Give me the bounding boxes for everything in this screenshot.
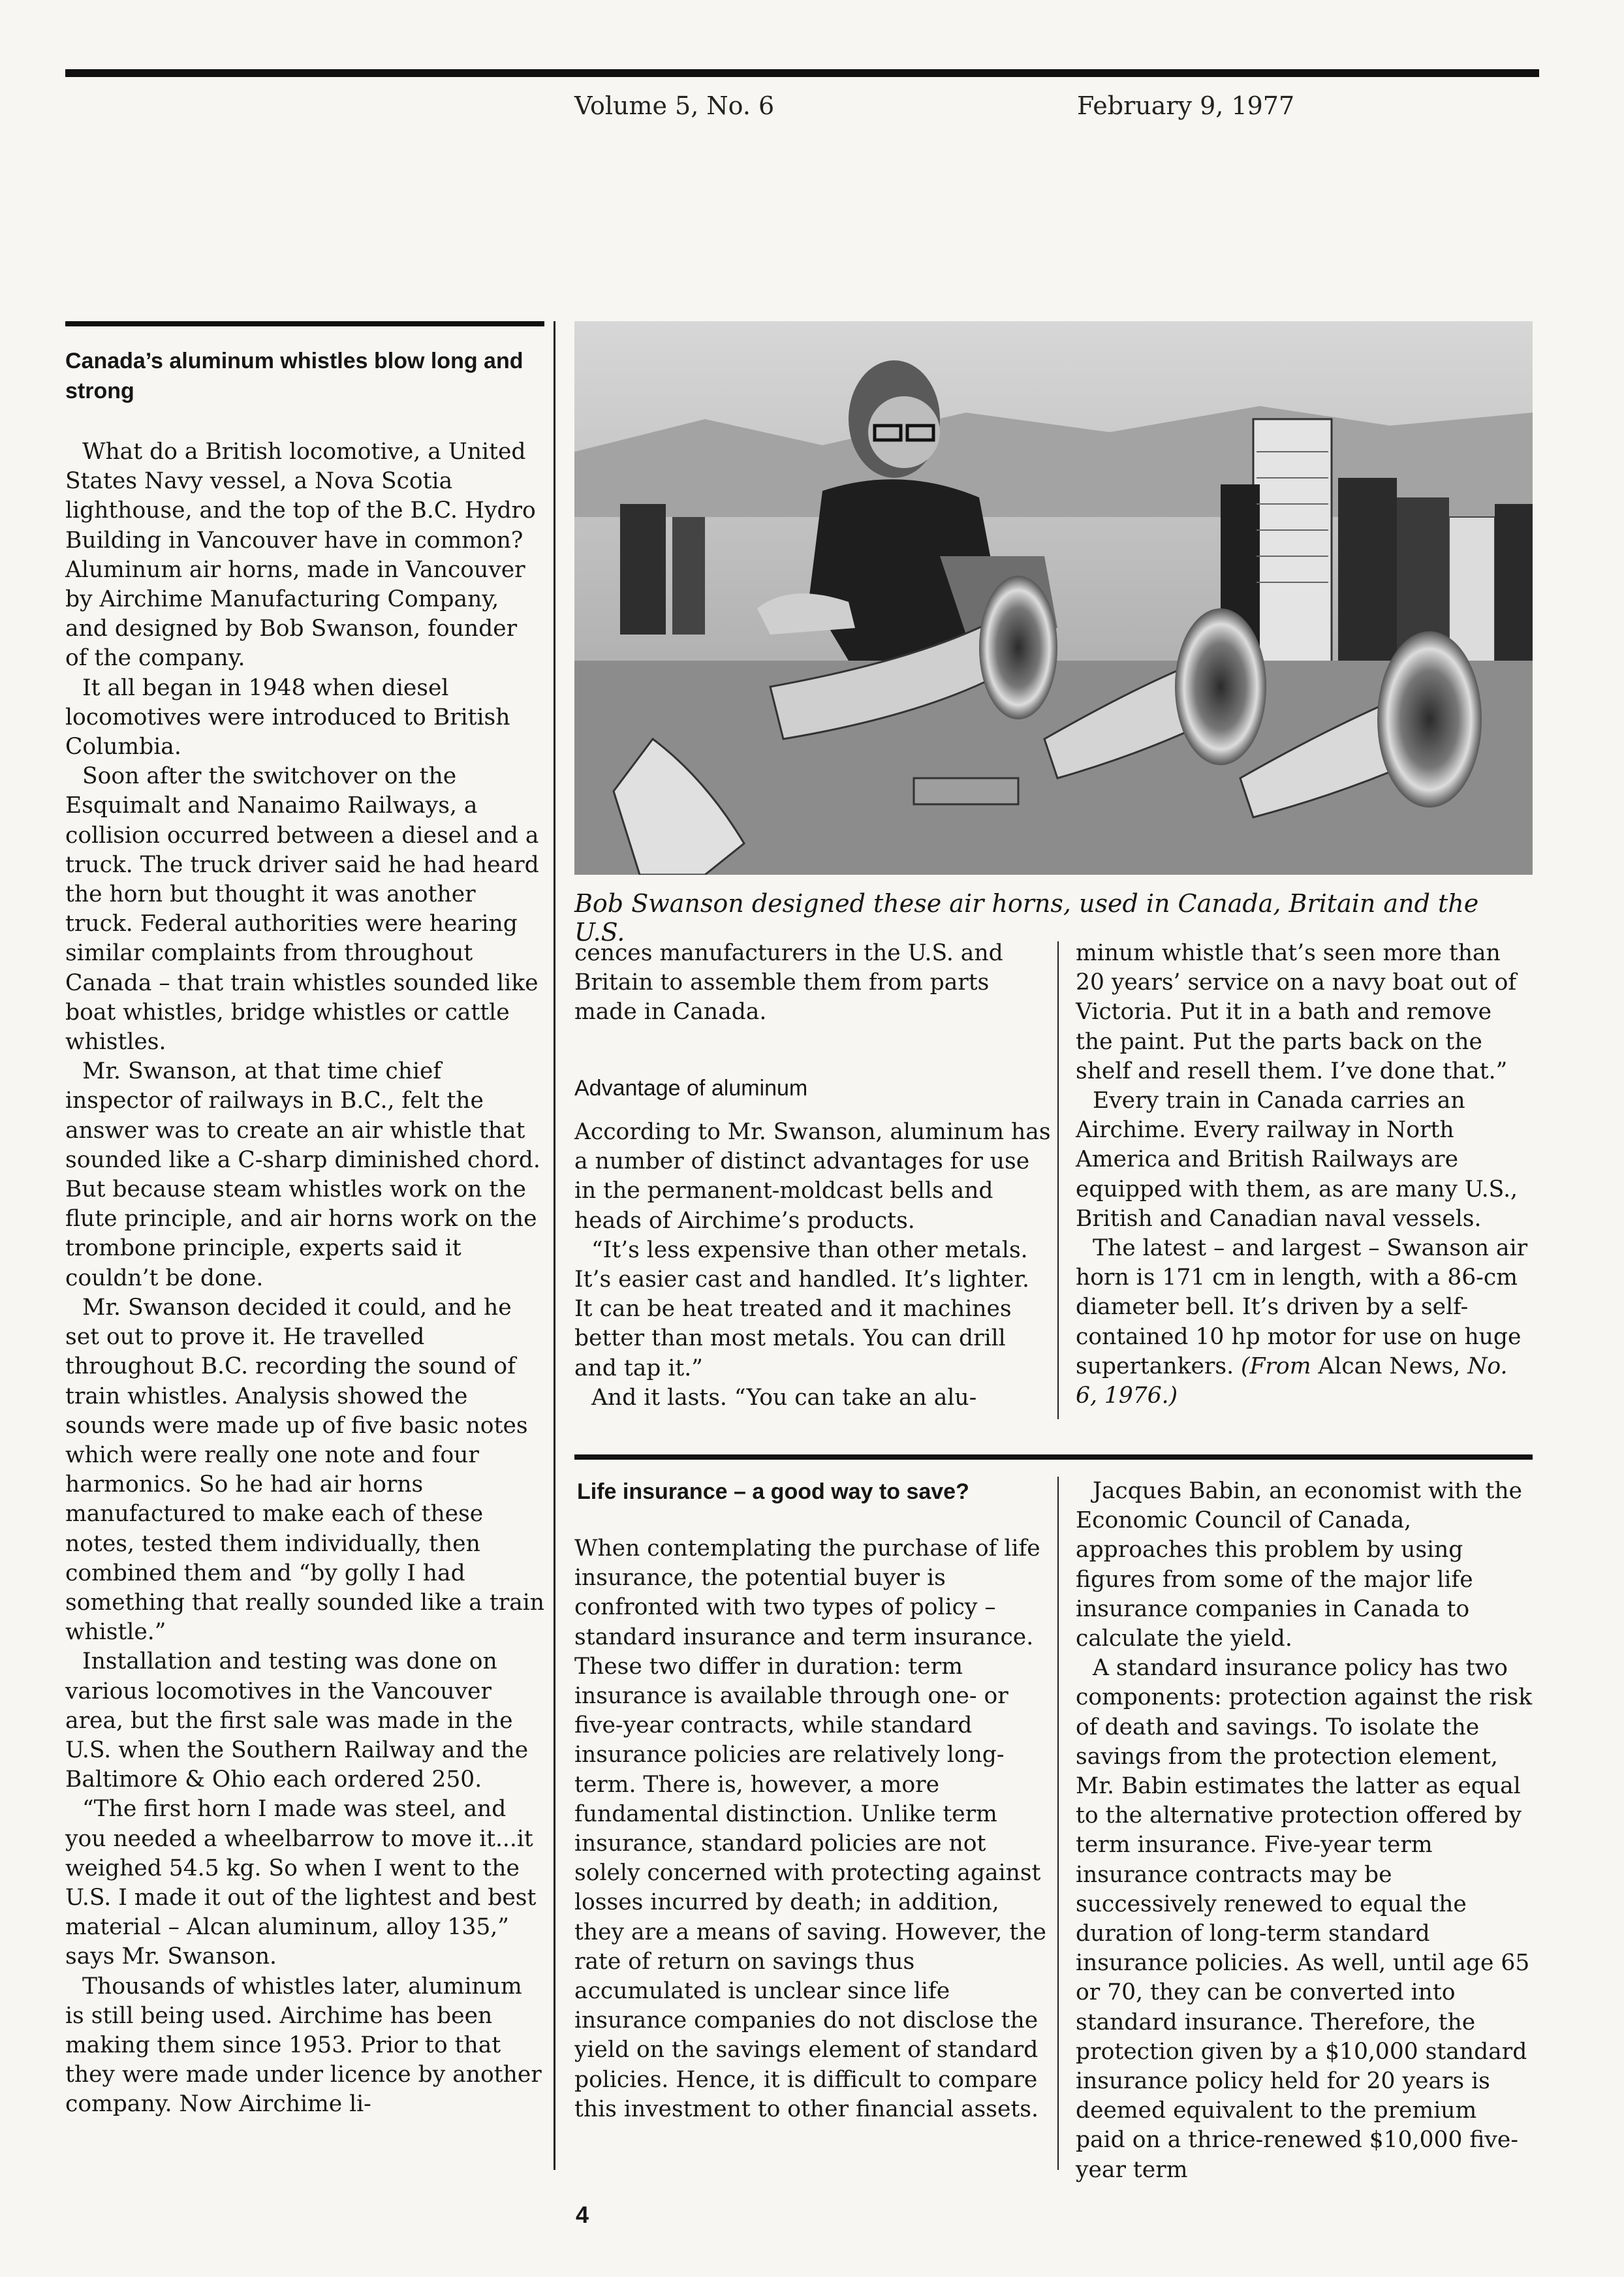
article2-top-rule — [574, 1454, 1533, 1460]
article-title: Canada’s aluminum whistles blow long and strong — [65, 349, 523, 403]
article-column-2 — [574, 939, 1051, 1028]
subheading: Advantage of aluminum — [574, 1076, 808, 1101]
source-name: Alcan News, — [1318, 1353, 1461, 1379]
paragraph — [1076, 1234, 1533, 1411]
paragraph: What do a British locomotive, a United States Navy vessel, a Nova Scotia lighthouse, and the top of the B.C. Hydro Building in Vancouver have in common? Aluminum air horns, made in Vancouver by Airchime Manufacturing Company, and designed by Bob Swanson, founder of the company. — [65, 439, 536, 672]
paragraph: A standard insurance policy has two components: protection against the risk of death and savings. To isolate the savings from the protection element, Mr. Babin estimates the latter as equal to the alternative protection offered by term insurance. Five-year term insurance contracts may be successively renewed to equal the duration of long-term standard insurance policies. As well, until age 65 or 70, they can be converted into standard insurance. Therefore, the protection given by a $10,000 standard insurance policy held for 20 years is deemed equivalent to the premium paid on a thrice-renewed $10,000 five-year term — [1076, 1655, 1533, 2183]
paragraph: Installation and testing was done on various locomotives in the Vancouver area, but the first sale was made in the U.S. when the Southern Railway and the Baltimore & Ohio each ordered 250. — [65, 1648, 529, 1793]
paragraph: It all began in 1948 when diesel locomotives were introduced to British Columbia. — [65, 674, 510, 761]
photo-illustration — [574, 321, 1533, 875]
paragraph: Every train in Canada carries an Airchime. Every railway in North America and British Railways are equipped with them, as are many U.S., British and Canadian naval vessels. — [1076, 1088, 1518, 1232]
photo-air-horns — [574, 321, 1533, 875]
article-column-3 — [1076, 939, 1533, 1411]
paragraph: Mr. Swanson, at that time chief inspector of railways in B.C., felt the answer was to create an air whistle that sounded like a C-sharp diminished chord. But because steam whistles work on the flute principle, and air horns work on the trombone principle, experts said it couldn’t be done. — [65, 1058, 540, 1291]
paragraph: Soon after the switchover on the Esquimalt and Nanaimo Railways, a collision occurred between a diesel and a truck. The truck driver said he had heard the horn but thought it was another truck. Federal authorities were hearing similar complaints from throughout Canada – that train whistles sounded like boat whistles, bridge whistles or cattle whistles. — [65, 763, 539, 1056]
paragraph: cences manufacturers in the U.S. and Britain to assemble them from parts made in Canada. — [574, 940, 1003, 1026]
article2-column-1 — [574, 1534, 1051, 2124]
source-suffix: No. 6, 1976.) — [1076, 1353, 1508, 1409]
paragraph: “It’s less expensive than other metals. It’s easier cast and handled. It’s lighter. It can be heat treated and it machines better than most metals. You can drill and tap it.” — [574, 1236, 1030, 1381]
paragraph: minum whistle that’s seen more than 20 years’ service on a navy boat out of Victoria. Put it in a bath and remove the paint. Put the parts back on the shelf and resell them. I’ve done that.” — [1076, 940, 1517, 1084]
photo-caption: Bob Swanson designed these air horns, used in Canada, Britain and the U.S. — [574, 889, 1479, 947]
paragraph: When contemplating the purchase of life insurance, the potential buyer is confronted with two types of policy – standard insurance and term insurance. These two differ in duration: term insurance is available through one- or five-year contracts, while standard insurance policies are relatively long-term. There is, however, a more fundamental distinction. Unlike term insurance, standard policies are not solely concerned with protecting against losses incurred by death; in addition, they are a means of saving. However, the rate of return on savings thus accumulated is unclear since life insurance companies do not disclose the yield on the savings element of standard policies. Hence, it is difficult to compare this investment to other financial assets. — [574, 1535, 1046, 2122]
article-top-rule — [65, 321, 544, 326]
paragraph: And it lasts. “You can take an alu- — [591, 1384, 977, 1411]
article2-title: Life insurance – a good way to save? — [577, 1479, 969, 1504]
article2-column-2 — [1076, 1477, 1533, 2185]
paragraph-text: The latest – and largest – Swanson air horn is 171 cm in length, with a 86-cm diameter bell. It’s driven by a self-contained 10 hp motor for use on huge supertankers. — [1076, 1235, 1528, 1379]
paragraph: “The first horn I made was steel, and you needed a wheelbarrow to move it...it weighed 54.5 kg. So when I went to the U.S. I made it out of the lightest and best material – Alcan aluminum, alloy 135,” says Mr. Swanson. — [65, 1796, 537, 1970]
column-divider — [1057, 941, 1059, 1419]
column-divider — [554, 321, 555, 2170]
volume-number: Volume 5, No. 6 — [574, 91, 775, 120]
page-number: 4 — [576, 2201, 589, 2228]
top-rule — [65, 69, 1539, 77]
issue-date: February 9, 1977 — [1077, 91, 1295, 120]
paragraph: According to Mr. Swanson, aluminum has a number of distinct advantages for use in the permanent-moldcast bells and heads of Airchime’s products. — [574, 1119, 1051, 1234]
paragraph: Jacques Babin, an economist with the Economic Council of Canada, approaches this problem by using figures from some of the major life insurance companies in Canada to calculate the yield. — [1076, 1478, 1522, 1652]
column-divider — [1057, 1477, 1059, 2170]
paragraph: Thousands of whistles later, aluminum is still being used. Airchime has been making them since 1953. Prior to that they were made under licence by another company. Now Airchime li- — [65, 1973, 542, 2118]
article-column-2-body — [574, 1118, 1051, 1413]
article-column-1 — [65, 437, 545, 2120]
paragraph: Mr. Swanson decided it could, and he set out to prove it. He travelled throughout B.C. recording the sound of train whistles. Analysis showed the sounds were made up of five basic notes which were really one note and four harmonics. So he had air horns manufactured to make each of these notes, tested them individually, then combined them and “by golly I had something that really sounded like a train whistle.” — [65, 1294, 545, 1646]
source-prefix: (From — [1241, 1353, 1311, 1379]
